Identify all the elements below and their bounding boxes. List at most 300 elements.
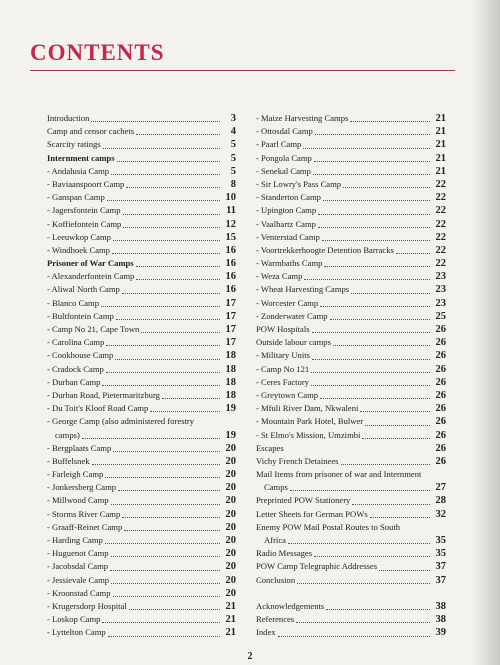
- dot-leader: [124, 522, 220, 531]
- toc-entry-label: - Camp No 21, Cape Town: [47, 324, 140, 334]
- toc-entry-label: - Farleigh Camp: [47, 469, 104, 480]
- toc-entry[interactable]: [256, 178, 446, 191]
- toc-entry-page-number: 18: [225, 376, 236, 388]
- toc-entry-first-line[interactable]: [256, 521, 446, 534]
- toc-entry-page-number: 21: [435, 165, 446, 177]
- toc-entry[interactable]: [256, 257, 446, 270]
- dot-leader: [102, 377, 220, 386]
- toc-entry-page-number: 22: [435, 205, 446, 217]
- toc-entry[interactable]: [47, 547, 236, 560]
- toc-entry[interactable]: [47, 218, 236, 231]
- dot-leader: [330, 311, 430, 320]
- toc-entry-label: - Senekal Camp: [256, 165, 311, 176]
- toc-entry-page-number: 16: [225, 258, 236, 270]
- toc-entry-page-number: 21: [435, 113, 446, 124]
- toc-entry-continuation[interactable]: [47, 429, 236, 442]
- toc-entry-page-number: 16: [225, 284, 236, 296]
- dot-leader: [350, 113, 430, 122]
- toc-entry-label: - Ganspan Camp: [47, 192, 105, 203]
- toc-entry-page-number: 21: [435, 152, 446, 164]
- dot-leader: [123, 206, 220, 215]
- toc-entry-first-line[interactable]: [47, 415, 236, 428]
- toc-entry-page-number: 17: [225, 310, 236, 322]
- toc-entry-page-number: 18: [225, 363, 236, 375]
- toc-entry-page-number: 20: [225, 508, 236, 520]
- toc-entry-page-number: 20: [225, 587, 236, 599]
- page-edge-shadow: [472, 0, 500, 665]
- toc-entry-page-number: 17: [225, 324, 236, 335]
- toc-entry-label: - Venterstad Camp: [256, 231, 320, 242]
- toc-entry[interactable]: [256, 349, 446, 362]
- toc-entry[interactable]: [256, 389, 446, 402]
- toc-entry-continuation[interactable]: [256, 481, 446, 494]
- toc-entry-label: Camps: [264, 482, 288, 493]
- toc-entry[interactable]: [47, 231, 236, 244]
- dot-leader: [365, 417, 430, 426]
- dot-leader: [112, 245, 220, 254]
- toc-entry[interactable]: [47, 626, 236, 639]
- toc-entry-page-number: 20: [225, 442, 236, 454]
- dot-leader: [286, 444, 430, 452]
- toc-entry-label: - Du Toit's Kloof Road Camp: [47, 403, 149, 414]
- toc-entry-label: - Camp No 121: [256, 363, 310, 374]
- toc-entry-label: - Jacobsdal Camp: [47, 561, 109, 572]
- dot-leader: [304, 271, 430, 280]
- dot-leader: [311, 377, 430, 386]
- toc-entry-label: - Warmbaths Camp: [256, 258, 323, 269]
- toc-entry[interactable]: [47, 152, 236, 165]
- toc-entry-label: - Military Units: [256, 350, 310, 361]
- toc-entry[interactable]: [256, 138, 446, 151]
- toc-entry-first-line[interactable]: [256, 468, 446, 481]
- dot-leader: [108, 628, 220, 637]
- toc-entry-page-number: 39: [435, 627, 446, 639]
- toc-entry[interactable]: [256, 125, 446, 138]
- toc-entry[interactable]: [47, 138, 236, 151]
- toc-entry-label: - Voortrekkerhoogte Detention Barracks: [256, 244, 394, 255]
- dot-leader: [111, 548, 220, 557]
- toc-entry-label: Internment camps: [47, 152, 115, 163]
- toc-entry-label: - St Elmo's Mission, Umzimbi: [256, 429, 361, 440]
- toc-entry-label: - Windhoek Camp: [47, 244, 110, 255]
- toc-entry-page-number: 11: [226, 205, 236, 217]
- dot-leader: [122, 509, 220, 518]
- toc-entry-label: - Durban Camp: [47, 376, 101, 387]
- toc-entry-label: - Maize Harvesting Camps: [256, 113, 349, 123]
- toc-entry-page-number: 38: [435, 600, 446, 612]
- toc-entry[interactable]: [256, 376, 446, 389]
- toc-entry[interactable]: [47, 481, 236, 494]
- toc-entry[interactable]: [47, 178, 236, 191]
- toc-entry[interactable]: [256, 297, 446, 310]
- toc-entry[interactable]: [47, 336, 236, 349]
- toc-entry-label: - Jagersfontein Camp: [47, 205, 121, 216]
- toc-entry-label: Scarcity ratings: [47, 139, 101, 150]
- dot-leader: [111, 496, 220, 505]
- toc-entry-page-number: 20: [225, 521, 236, 533]
- dot-leader: [150, 403, 220, 412]
- toc-entry-label: - Andalusia Camp: [47, 165, 110, 176]
- toc-left-column: [47, 112, 236, 640]
- dot-leader: [91, 113, 220, 122]
- toc-entry-page-number: 22: [435, 244, 446, 256]
- toc-entry[interactable]: [47, 349, 236, 362]
- toc-entry-page-number: 28: [435, 495, 446, 507]
- dot-leader: [362, 430, 430, 439]
- toc-entry-label: - Standerton Camp: [256, 192, 321, 203]
- toc-entry-label: - Weza Camp: [256, 271, 303, 282]
- toc-entry[interactable]: [47, 455, 236, 468]
- toc-entry[interactable]: [256, 626, 446, 639]
- dot-leader: [297, 575, 430, 584]
- toc-entry-page-number: 22: [435, 218, 446, 230]
- dot-leader: [110, 562, 220, 571]
- toc-entry[interactable]: [47, 587, 236, 600]
- toc-entry-label: Africa: [264, 535, 286, 545]
- toc-entry-page-number: 10: [225, 192, 236, 204]
- dot-leader: [303, 140, 430, 149]
- toc-entry[interactable]: [256, 455, 446, 468]
- toc-entry[interactable]: [47, 613, 236, 626]
- toc-entry-label: - Jessievale Camp: [47, 574, 110, 585]
- toc-entry-label: Conclusion: [256, 574, 296, 585]
- toc-entry[interactable]: [47, 442, 236, 455]
- toc-entry-page-number: 26: [435, 324, 446, 335]
- toc-entry[interactable]: [256, 204, 446, 217]
- toc-entry-label: - Bergplaats Camp: [47, 442, 112, 453]
- toc-entry-label: - Ceres Factory: [256, 376, 309, 387]
- toc-entry-page-number: 26: [435, 363, 446, 375]
- toc-entry[interactable]: [47, 600, 236, 613]
- toc-entry-page-number: 23: [435, 271, 446, 283]
- toc-entry-label: Enemy POW Mail Postal Routes to South: [256, 521, 401, 532]
- toc-entry-page-number: 20: [225, 469, 236, 481]
- toc-entry-page-number: 21: [435, 126, 446, 138]
- toc-entry-label: - Leeuwkop Camp: [47, 231, 111, 242]
- toc-entry-page-number: 20: [225, 574, 236, 586]
- toc-entry-label: - Mfuli River Dam, Nkwaleni: [256, 403, 359, 414]
- toc-entry-label: Mail Items from prisoner of war and Internment: [256, 469, 422, 480]
- toc-entry[interactable]: [47, 125, 236, 138]
- toc-entry[interactable]: [256, 270, 446, 283]
- toc-entry-label: References: [256, 614, 295, 625]
- dot-leader: [116, 311, 220, 320]
- toc-entry[interactable]: [47, 257, 236, 270]
- toc-entry-page-number: 5: [230, 152, 236, 164]
- dot-leader: [318, 206, 430, 215]
- dot-leader: [290, 482, 430, 491]
- dot-leader: [315, 126, 430, 135]
- toc-entry-label: - Sir Lowry's Pass Camp: [256, 178, 342, 189]
- toc-entry[interactable]: [256, 310, 446, 323]
- dot-leader: [118, 482, 220, 491]
- toc-entry-page-number: 23: [435, 297, 446, 309]
- toc-entry-label: - Pongola Camp: [256, 152, 312, 163]
- toc-entry[interactable]: [256, 191, 446, 204]
- dot-leader: [318, 219, 430, 228]
- toc-entry-label: POW Camp Telegraphic Addresses: [256, 561, 378, 572]
- toc-entry-page-number: 8: [230, 178, 236, 190]
- dot-leader: [341, 456, 430, 465]
- toc-entry-page-number: 18: [225, 389, 236, 401]
- toc-entry-label: - Kroonstad Camp: [47, 587, 111, 598]
- toc-entry-page-number: 16: [225, 271, 236, 283]
- toc-entry-label: Escapes: [256, 442, 284, 453]
- toc-entry-label: - Jonkersberg Camp: [47, 482, 117, 493]
- toc-entry-page-number: 3: [230, 113, 236, 124]
- toc-entry-page-number: 26: [435, 429, 446, 441]
- dot-leader: [129, 601, 220, 610]
- toc-entry[interactable]: [47, 310, 236, 323]
- toc-entry[interactable]: [256, 323, 446, 336]
- dot-leader: [102, 614, 220, 623]
- toc-entry-label: - Millwood Camp: [47, 495, 109, 506]
- toc-entry-page-number: 12: [225, 218, 236, 230]
- toc-entry-page-number: 26: [435, 350, 446, 362]
- dot-leader: [314, 153, 430, 162]
- dot-leader: [323, 192, 430, 201]
- toc-entry[interactable]: [47, 270, 236, 283]
- toc-right-column: [256, 112, 446, 640]
- toc-entry-label: - Aliwal North Camp: [47, 284, 120, 295]
- toc-entry-page-number: 37: [435, 574, 446, 586]
- toc-entry-label: - Huguenot Camp: [47, 548, 109, 559]
- toc-entry-page-number: 20: [225, 548, 236, 560]
- toc-entry-label: Outside labour camps: [256, 337, 331, 348]
- toc-entry[interactable]: [47, 574, 236, 587]
- toc-entry[interactable]: [256, 363, 446, 376]
- toc-entry-label: - Carolina Camp: [47, 337, 105, 348]
- toc-entry[interactable]: [256, 415, 446, 428]
- toc-entry[interactable]: [256, 494, 446, 507]
- dot-leader: [333, 337, 430, 346]
- toc-entry[interactable]: [47, 363, 236, 376]
- dot-leader: [113, 232, 220, 241]
- toc-entry[interactable]: [256, 218, 446, 231]
- dot-leader: [105, 535, 220, 544]
- dot-leader: [313, 166, 430, 175]
- toc-entry-label: - Mountain Park Hotel, Bulwer: [256, 416, 364, 427]
- toc-entry-label: - Vaalhartz Camp: [256, 218, 316, 229]
- dot-leader: [122, 285, 220, 294]
- toc-entry[interactable]: [256, 283, 446, 296]
- toc-entry[interactable]: [256, 165, 446, 178]
- toc-entry[interactable]: [256, 336, 446, 349]
- dot-leader: [343, 179, 430, 188]
- toc-entry-label: - Graaff-Reinet Camp: [47, 521, 123, 532]
- toc-entry-label: Letter Sheets for German POWs: [256, 508, 368, 519]
- toc-entry-label: Index: [256, 627, 276, 638]
- toc-entry[interactable]: [256, 429, 446, 442]
- toc-entry-page-number: 22: [435, 192, 446, 204]
- toc-entry-page-number: 19: [225, 403, 236, 415]
- toc-entry-label: Camp and censor cachets: [47, 126, 135, 137]
- dot-leader: [136, 126, 220, 135]
- toc-entry[interactable]: [47, 560, 236, 573]
- toc-entry-page-number: 20: [225, 495, 236, 507]
- toc-entry-page-number: 26: [435, 376, 446, 388]
- toc-entry[interactable]: [256, 613, 446, 626]
- toc-entry-page-number: 4: [230, 126, 236, 138]
- toc-entry[interactable]: [47, 468, 236, 481]
- toc-entry-page-number: 20: [225, 482, 236, 494]
- toc-entry[interactable]: [47, 521, 236, 534]
- dot-leader: [326, 601, 430, 610]
- toc-entry-label: Introduction: [47, 113, 90, 123]
- toc-entry-label: - Zonderwater Camp: [256, 310, 328, 321]
- toc-entry[interactable]: [256, 231, 446, 244]
- dot-leader: [141, 324, 220, 333]
- toc-entry[interactable]: [47, 534, 236, 547]
- toc-entry[interactable]: [256, 600, 446, 613]
- dot-leader: [311, 364, 430, 373]
- dot-leader: [136, 258, 220, 267]
- toc-entry-label: - Buffelsnek: [47, 455, 90, 466]
- toc-entry-page-number: 32: [435, 508, 446, 520]
- dot-leader: [117, 153, 220, 162]
- toc-entry-label: - Krugersdorp Hospital: [47, 600, 127, 611]
- dot-leader: [107, 192, 220, 201]
- toc-entry-page-number: 35: [435, 548, 446, 560]
- dot-leader: [352, 496, 430, 505]
- dot-leader: [111, 166, 220, 175]
- toc-entry-page-number: 35: [435, 535, 446, 546]
- toc-entry-page-number: 17: [225, 337, 236, 349]
- dot-leader: [105, 469, 220, 478]
- toc-entry-page-number: 26: [435, 455, 446, 467]
- dot-leader: [370, 509, 430, 518]
- toc-entry[interactable]: [47, 389, 236, 402]
- toc-entry[interactable]: [256, 112, 446, 125]
- toc-entry[interactable]: [256, 152, 446, 165]
- dot-leader: [396, 245, 430, 254]
- toc-entry-page-number: 26: [435, 416, 446, 428]
- toc-entry-page-number: 26: [435, 389, 446, 401]
- dot-leader: [296, 614, 430, 623]
- toc-entry-label: - Durban Road, Pietermaritzburg: [47, 389, 160, 400]
- toc-entry[interactable]: [47, 244, 236, 257]
- toc-entry-page-number: 21: [225, 614, 236, 626]
- toc-entry[interactable]: [256, 547, 446, 560]
- toc-entry-page-number: 17: [225, 297, 236, 309]
- dot-leader: [136, 271, 220, 280]
- dot-leader: [111, 575, 220, 584]
- toc-entry[interactable]: [256, 574, 446, 587]
- toc-entry-page-number: 38: [435, 614, 446, 626]
- toc-entry[interactable]: [47, 204, 236, 217]
- toc-entry-label: - Cookhouse Camp: [47, 350, 114, 361]
- toc-entry-label: - Alexanderfontein Camp: [47, 271, 135, 282]
- toc-entry-page-number: 26: [435, 442, 446, 454]
- toc-entry-label: - Koffiefontein Camp: [47, 218, 122, 229]
- toc-entry-page-number: 22: [435, 178, 446, 190]
- toc-entry-page-number: 26: [435, 403, 446, 415]
- dot-leader: [324, 258, 430, 267]
- toc-entry-page-number: 22: [435, 258, 446, 270]
- toc-entry-label: - Lyttelton Camp: [47, 627, 106, 638]
- page-title: CONTENTS: [30, 40, 165, 65]
- dot-leader: [312, 324, 430, 333]
- dot-leader: [288, 535, 430, 544]
- toc-entry[interactable]: [256, 244, 446, 257]
- toc-entry-page-number: 5: [230, 165, 236, 177]
- toc-entry-label: - Storms River Camp: [47, 508, 121, 519]
- toc-entry-page-number: 23: [435, 284, 446, 296]
- toc-entry-label: Acknowledgements: [256, 600, 325, 611]
- toc-entry-page-number: 20: [225, 535, 236, 546]
- toc-entry-page-number: 37: [435, 561, 446, 573]
- dot-leader: [162, 390, 220, 399]
- toc-entry[interactable]: [47, 508, 236, 521]
- toc-entry-label: - Blanco Camp: [47, 297, 100, 308]
- dot-leader: [106, 337, 220, 346]
- dot-leader: [101, 298, 220, 307]
- dot-leader: [314, 548, 430, 557]
- toc-entry[interactable]: [256, 402, 446, 415]
- toc-entry[interactable]: [47, 402, 236, 415]
- toc-entry-label: - Greytown Camp: [256, 389, 319, 400]
- toc-entry[interactable]: [47, 323, 236, 336]
- dot-leader: [379, 562, 430, 571]
- toc-entry-page-number: 22: [435, 231, 446, 243]
- dot-leader: [123, 219, 220, 228]
- dot-leader: [320, 298, 430, 307]
- toc-entry-label: - Paarl Camp: [256, 139, 302, 150]
- toc-entry-page-number: 20: [225, 561, 236, 573]
- toc-entry[interactable]: [47, 191, 236, 204]
- toc-entry[interactable]: [256, 560, 446, 573]
- dot-leader: [322, 232, 430, 241]
- toc-entry-page-number: 26: [435, 337, 446, 349]
- toc-entry[interactable]: [47, 494, 236, 507]
- toc-entry-label: - Ottosdal Camp: [256, 126, 313, 137]
- dot-leader: [103, 140, 220, 149]
- toc-entry-page-number: 20: [225, 455, 236, 467]
- dot-leader: [82, 430, 220, 439]
- toc-entry-label: Radio Messages: [256, 548, 313, 559]
- toc-entry-label: - Upington Camp: [256, 205, 317, 216]
- dot-leader: [312, 351, 430, 360]
- toc-entry[interactable]: [47, 283, 236, 296]
- dot-leader: [278, 628, 430, 637]
- toc-entry-page-number: 5: [230, 139, 236, 151]
- toc-entry[interactable]: [47, 165, 236, 178]
- toc-entry-label: Prisoner of War Camps: [47, 258, 134, 269]
- dot-leader: [115, 351, 220, 360]
- toc-entry[interactable]: [47, 297, 236, 310]
- toc-entry-label: - George Camp (also administered forestry: [47, 416, 195, 427]
- dot-leader: [320, 390, 430, 399]
- toc-entry-page-number: 27: [435, 482, 446, 494]
- dot-leader: [351, 285, 430, 294]
- title-divider: [30, 70, 455, 71]
- toc-entry-continuation[interactable]: [256, 534, 446, 547]
- toc-entry[interactable]: [47, 376, 236, 389]
- toc-entry-page-number: 15: [225, 231, 236, 243]
- toc-entry-label: - Bultfontein Camp: [47, 310, 114, 321]
- toc-entry[interactable]: [256, 442, 446, 455]
- toc-entry-label: Vichy French Detainees: [256, 455, 339, 466]
- page-number: 2: [247, 651, 253, 662]
- dot-leader: [113, 588, 221, 597]
- dot-leader: [113, 443, 220, 452]
- toc-entry[interactable]: [256, 508, 446, 521]
- toc-entry-label: - Cradock Camp: [47, 363, 104, 374]
- dot-leader: [106, 364, 220, 373]
- toc-entry[interactable]: [47, 112, 236, 125]
- dot-leader: [92, 456, 220, 465]
- toc-entry-label: - Worcester Camp: [256, 297, 319, 308]
